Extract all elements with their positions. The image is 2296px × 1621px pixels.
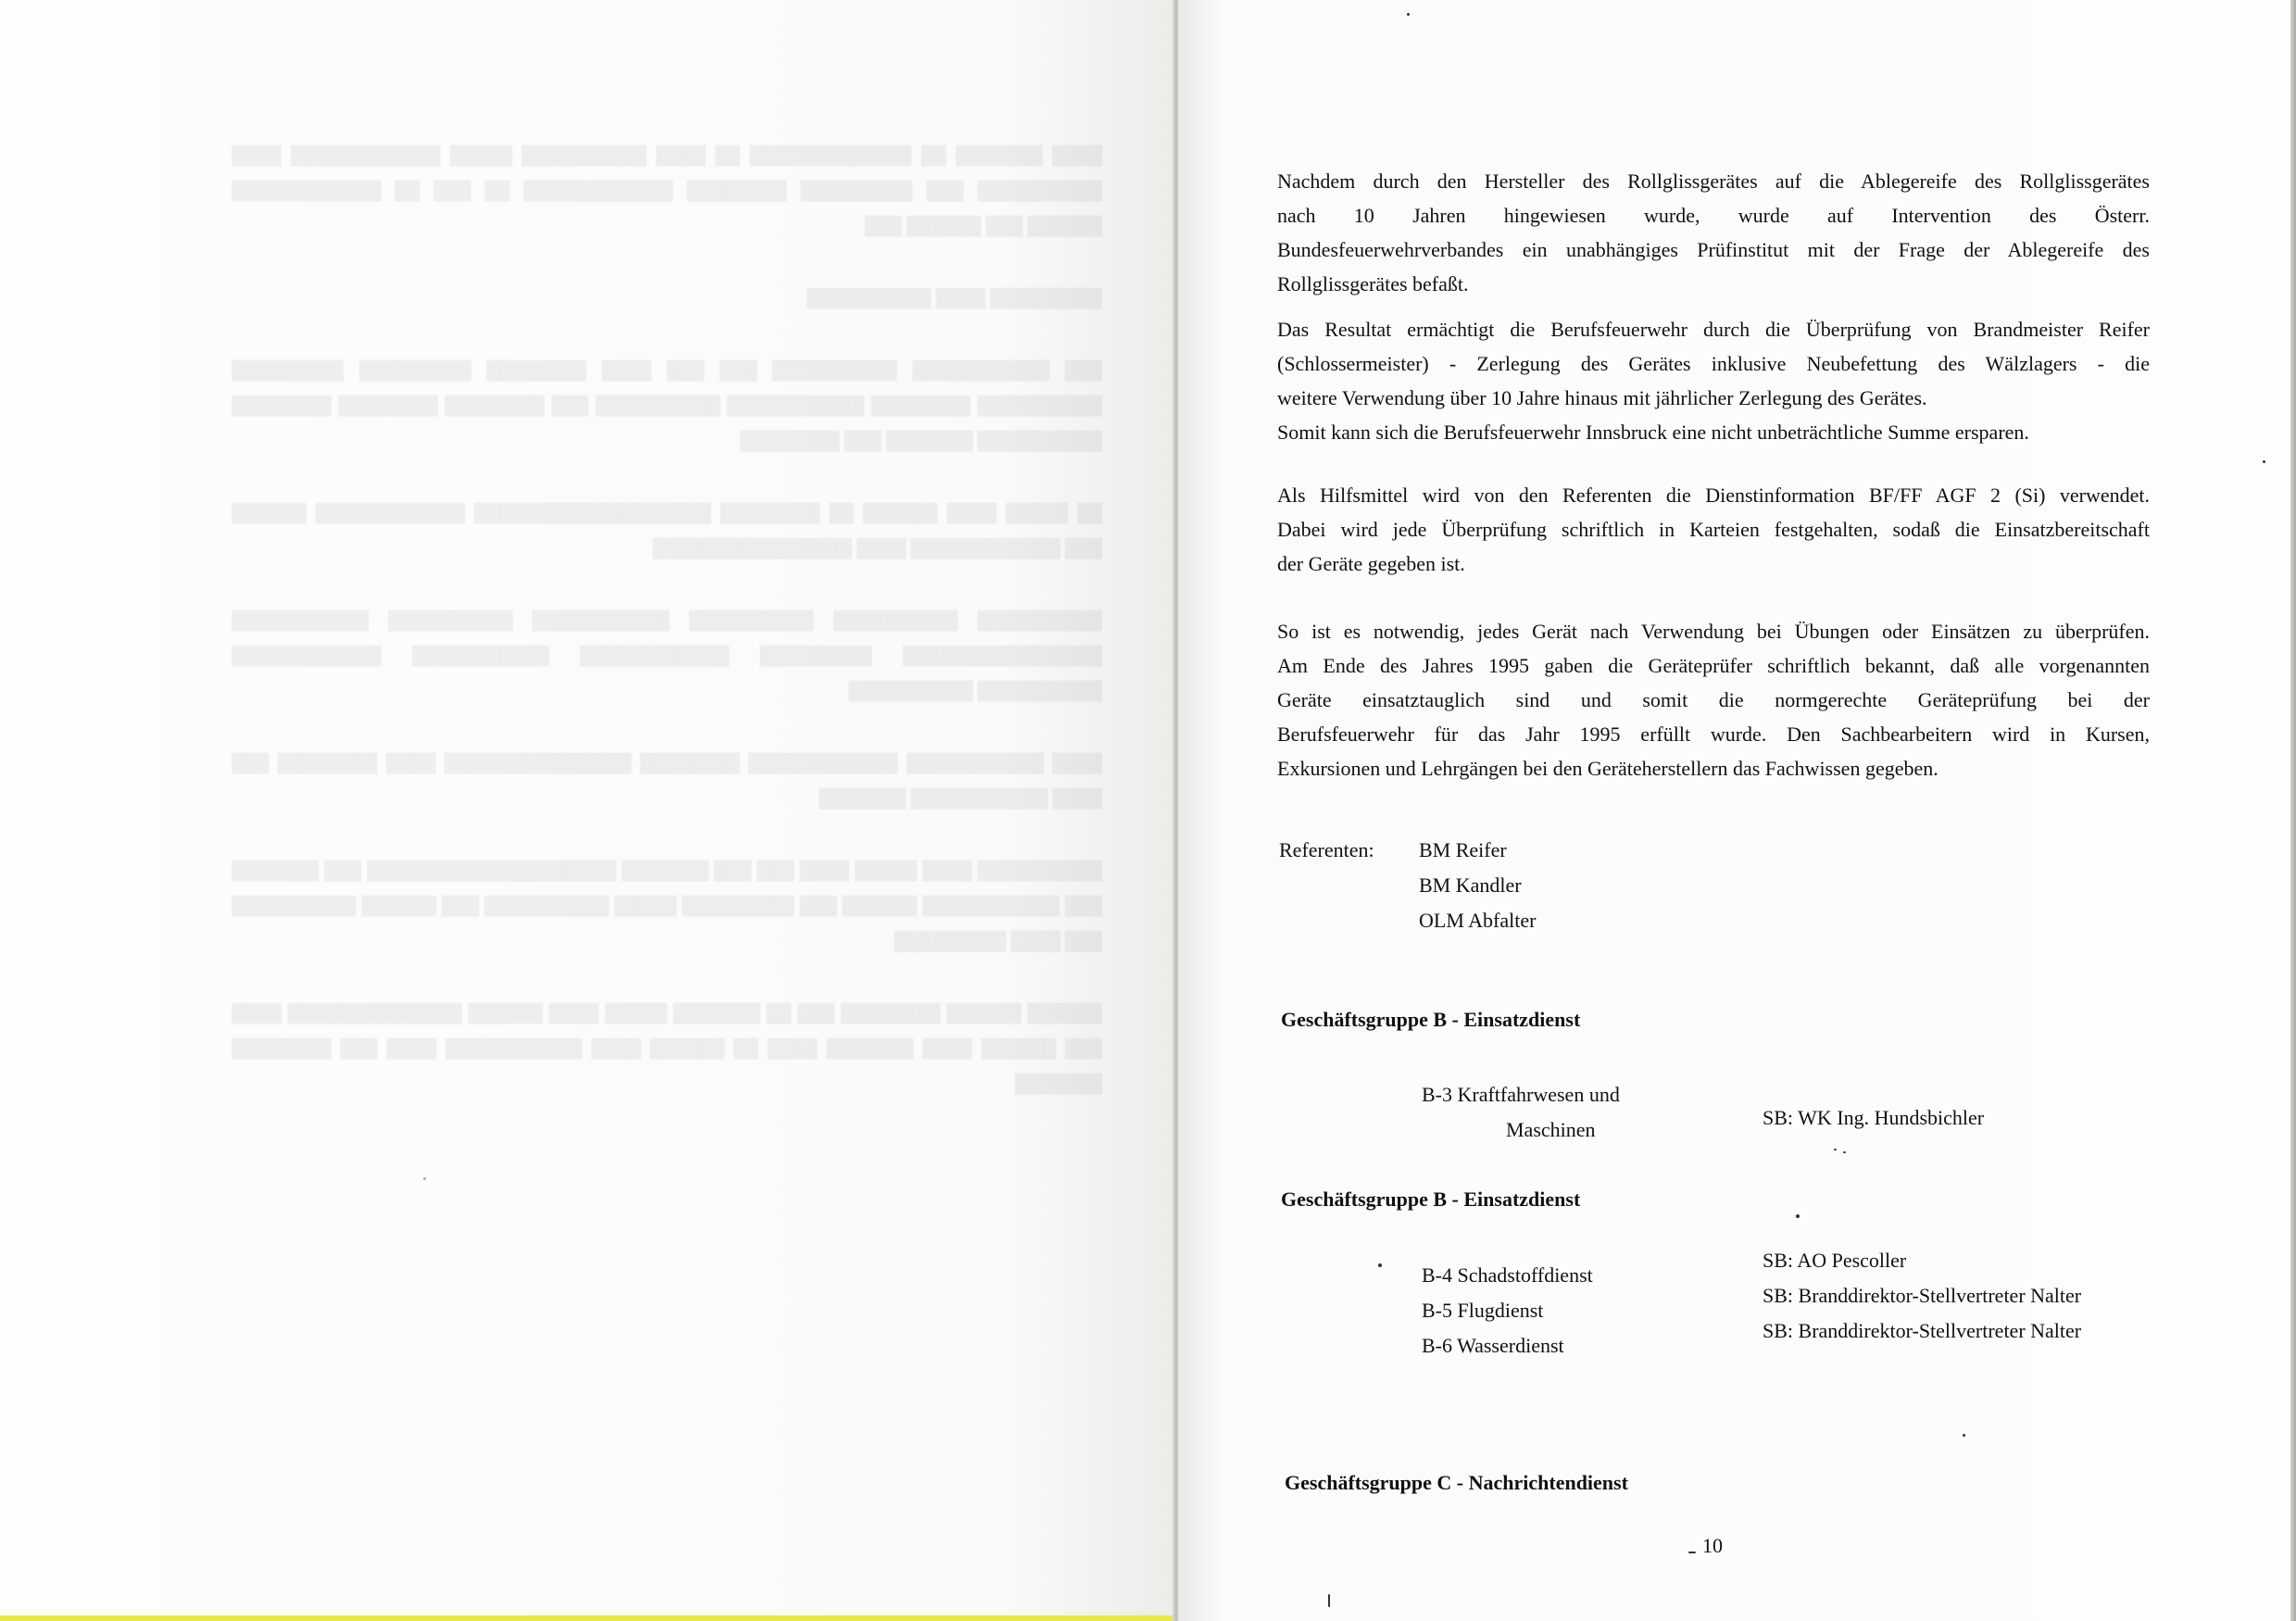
text-line: Das Resultat ermächtigt die Berufsfeuerwehr durch die Überprüfung von Brandmeister Reifer <box>1277 318 2150 341</box>
paragraph-resultat <box>1277 312 2150 449</box>
scan-speck <box>2263 460 2265 463</box>
text-line: Am Ende des Jahres 1995 gaben die Geräteprüfer schriftlich bekannt, daß alle vorgenannten <box>1277 654 2150 677</box>
text-line: Dabei wird jede Überprüfung schriftlich in Karteien festgehalten, sodaß die Einsatzbereitschaft <box>1277 518 2150 541</box>
referent-name: BM Kandler <box>1419 873 1522 897</box>
b-sb: SB: Branddirektor-Stellvertreter Nalter <box>1763 1319 2082 1342</box>
b-item: B-5 Flugdienst <box>1422 1299 1544 1322</box>
referenten-label: Referenten: <box>1279 838 1374 861</box>
scan-speck <box>423 1177 426 1180</box>
page-number: 10 <box>1702 1534 1723 1557</box>
scan-speck <box>1407 13 1410 16</box>
b3-line: Maschinen <box>1506 1118 1596 1141</box>
scan-speck <box>1328 1594 1330 1607</box>
scan-speck <box>1834 1149 1837 1150</box>
paragraph-notwendig <box>1277 614 2150 785</box>
scan-edge-strip <box>0 1615 1174 1621</box>
text-line: Bundesfeuerwehrverbandes ein unabhängiges Prüfinstitut mit der Frage der Ablegereife des <box>1277 238 2150 261</box>
text-line: So ist es notwendig, jedes Gerät nach Verwendung bei Übungen oder Einsätzen zu überprüfen. <box>1277 620 2150 643</box>
referenten-list <box>1419 833 1536 938</box>
text-line: (Schlossermeister) - Zerlegung des Gerätes inklusive Neubefettung des Wälzlagers - die <box>1277 352 2150 375</box>
b3-line: B-3 Kraftfahrwesen und <box>1422 1083 1620 1106</box>
b-items-list <box>1422 1258 1593 1363</box>
text-line: Exkursionen und Lehrgängen bei den Geräteherstellern das Fachwissen gegeben. <box>1277 757 1938 780</box>
scan-speck <box>1378 1263 1382 1267</box>
scan-speck <box>1796 1214 1800 1218</box>
bleed-through-text: ████ ███████ ██ █████████████ ██ ████ ██████████ █████ ████████████ ████ ██████████ ███ █████████ ████████ ████████████ ██ ███ ██ ████████████ ██████ ███ ██████ ███ █████████ ████ ██████████ ███ ███████████ ██████████ ███ ███ ████ ████████ █████████ █████████ ██████████ ████████ ███████████ ██████████ ███ ████████ ████████ ████████ ██████████ ███████ ███ ████████ ██ █████ ████ ██████ ██ ████████ ███████████████████ ████████████ ██████ ███ ████████████ ████ ████████████████ ██████████ ██████████ ██████████ ███████████ ██████████ ███████████ ████████████████ █████████ ████████████ ███████████ ████████████ ██████████ ██████████ ████ ███████████ ████████████ ████████ ███████████████ ████ ████████ ███ ████ ███████████ ███████ ██████████ ████ █████ ████ ███ ███ ███████ ████████████████████ ███ ███████ ███ ███████████ ██████ ███ █████████ █████ ██████████ ███ ██████ ██████████ ███ ████ █████████ ██████ ██████ ████████ ███ ██ ███████ █████ ████ ██████ ██████████████ ████ ███ ██████ ████ ███████ ████ ██ ██████ ████ ███████████ ████ ███ ████████ ███████ <box>232 146 1102 1094</box>
scan-right-edge <box>2290 0 2296 1621</box>
scan-speck <box>1688 1552 1696 1553</box>
b3-item <box>1422 1077 1620 1148</box>
section-heading-b-2: Geschäftsgruppe B - Einsatzdienst <box>1281 1187 1581 1211</box>
b-sachbearbeiter-list <box>1763 1243 2081 1349</box>
b3-sachbearbeiter: SB: WK Ing. Hundsbichler <box>1763 1106 1985 1129</box>
scan-speck <box>1843 1151 1846 1153</box>
text-line: Berufsfeuerwehr für das Jahr 1995 erfüllt wurde. Den Sachbearbeitern wird in Kursen, <box>1277 723 2150 746</box>
text-line: Als Hilfsmittel wird von den Referenten die Dienstinformation BF/FF AGF 2 (Si) verwendet. <box>1277 484 2150 507</box>
referent-name: OLM Abfalter <box>1419 909 1537 932</box>
text-line: Somit kann sich die Berufsfeuerwehr Innsbruck eine nicht unbeträchtliche Summe ersparen. <box>1277 421 2029 444</box>
section-heading-c: Geschäftsgruppe C - Nachrichtendienst <box>1285 1471 1628 1494</box>
b-sb: SB: Branddirektor-Stellvertreter Nalter <box>1763 1284 2082 1307</box>
text-line: Geräte einsatztauglich sind und somit die normgerechte Geräteprüfung bei der <box>1277 688 2150 711</box>
b-item: B-4 Schadstoffdienst <box>1422 1263 1593 1287</box>
text-line: weitere Verwendung über 10 Jahre hinaus mit jährlicher Zerlegung des Gerätes. <box>1277 386 1927 409</box>
b-item: B-6 Wasserdienst <box>1422 1334 1564 1357</box>
paragraph-rollglis <box>1277 164 2150 301</box>
referent-name: BM Reifer <box>1419 838 1507 861</box>
paragraph-hilfsmittel <box>1277 478 2150 581</box>
text-line: Nachdem durch den Hersteller des Rollglissgerätes auf die Ablegereife des Rollglissgerätes <box>1277 170 2150 193</box>
text-line: Rollglissgerätes befaßt. <box>1277 272 1469 295</box>
b-sb: SB: AO Pescoller <box>1763 1249 1907 1272</box>
scan-speck <box>1963 1434 1965 1437</box>
section-heading-b: Geschäftsgruppe B - Einsatzdienst <box>1281 1008 1581 1031</box>
text-line: nach 10 Jahren hingewiesen wurde, wurde auf Intervention des Österr. <box>1277 204 2150 227</box>
text-line: der Geräte gegeben ist. <box>1277 552 1465 575</box>
